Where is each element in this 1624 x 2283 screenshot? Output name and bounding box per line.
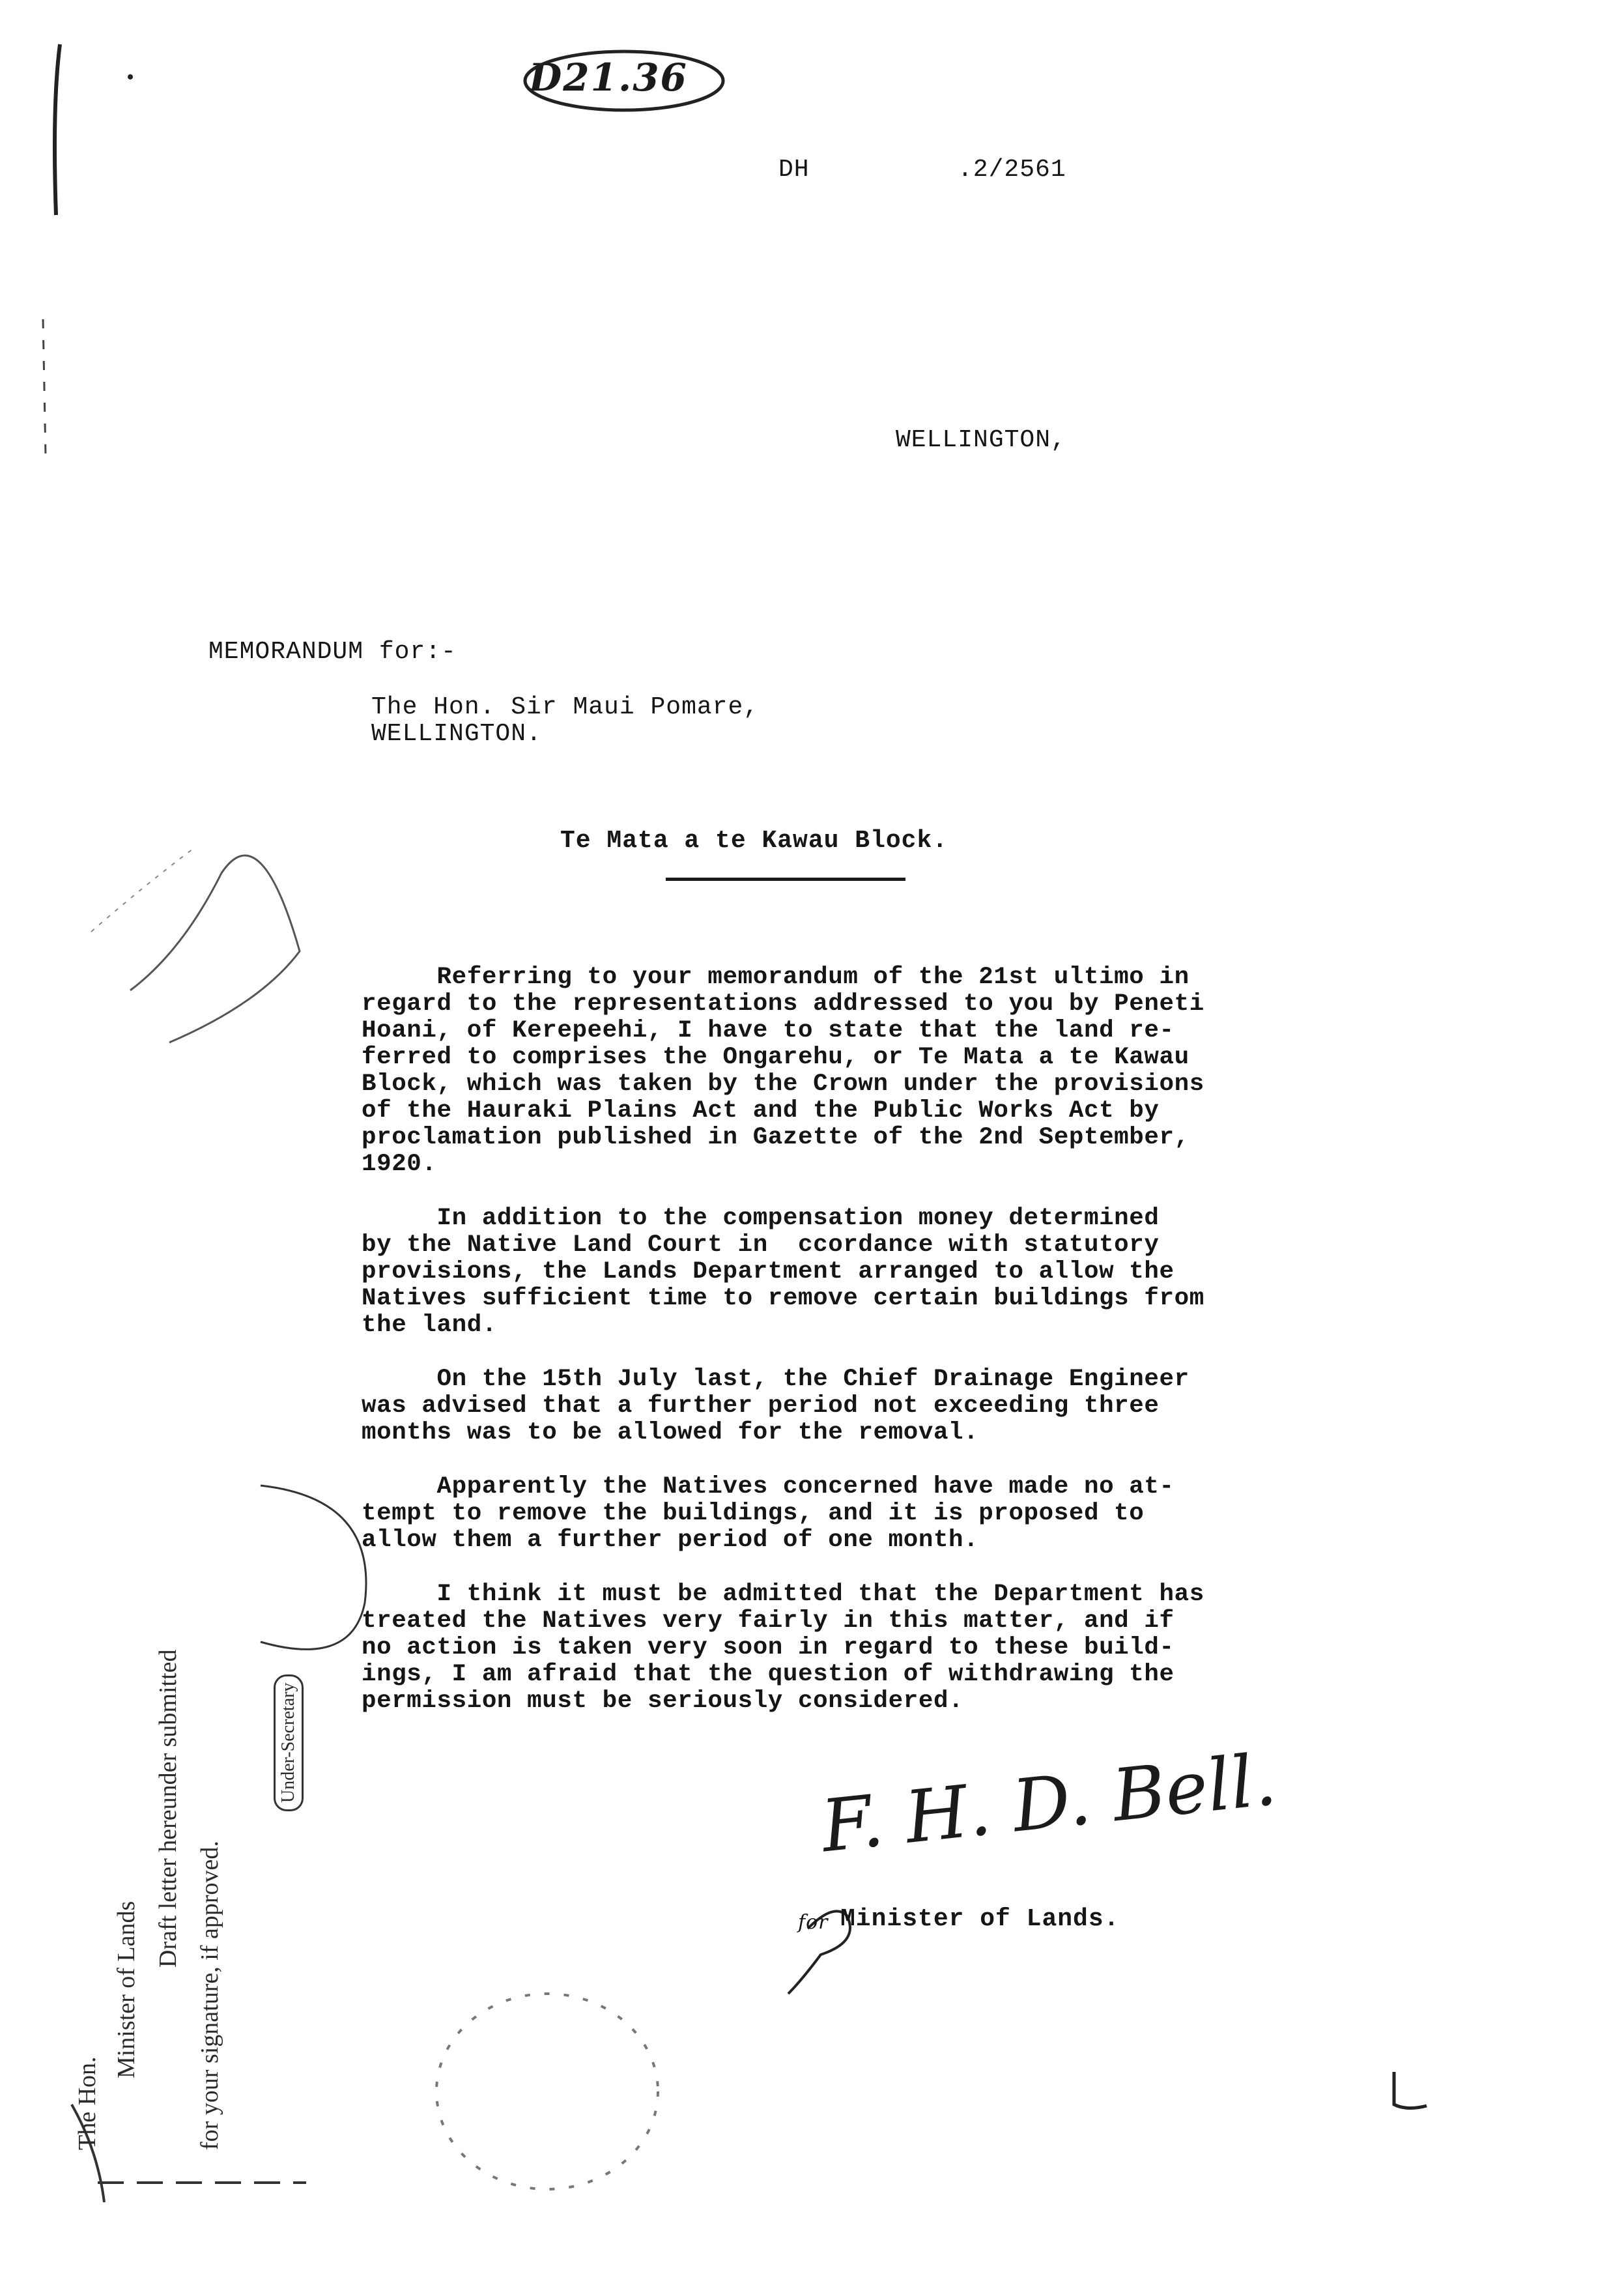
paragraph-line: was advised that a further period not exceeding three [362, 1392, 1160, 1420]
paragraph-line: ings, I am afraid that the question of withdrawing the [362, 1661, 1175, 1688]
paragraph-4 [362, 1474, 1339, 1554]
handwritten-file-ref: D21.36 [529, 55, 688, 100]
paragraph-5 [362, 1581, 1339, 1715]
binding-mark-left [43, 319, 46, 456]
handwritten-signature: F. H. D. Bell. [818, 1737, 1280, 1869]
paragraph-1 [362, 964, 1339, 1178]
paragraph-line: Referring to your memorandum of the 21st ultimo in [362, 964, 1190, 991]
paragraph-line: I think it must be admitted that the Department has [362, 1581, 1204, 1608]
pencil-faint-mark [91, 847, 195, 932]
signatory-title-prefix: for [798, 1911, 829, 1934]
paragraph-line: In addition to the compensation money determined [362, 1205, 1160, 1232]
memo-body [362, 964, 1339, 1742]
file-ref-prefix: DH [778, 156, 810, 184]
paragraph-line: Hoani, of Kerepeehi, I have to state that the land re- [362, 1017, 1175, 1044]
margin-arc-mark [261, 1486, 366, 1649]
paragraph-line: provisions, the Lands Department arranged to allow the [362, 1258, 1175, 1285]
paragraph-line: tempt to remove the buildings, and it is proposed to [362, 1500, 1145, 1527]
paragraph-line: permission must be seriously considered. [362, 1687, 964, 1715]
margin-note-line-3: Draft letter hereunder submitted [154, 1649, 182, 1968]
faint-stamp-oval [436, 1994, 658, 2189]
dot-mark [128, 74, 133, 79]
paragraph-line: the land. [362, 1312, 497, 1339]
paragraph-line: months was to be allowed for the removal. [362, 1419, 979, 1446]
subject-title: Te Mata a te Kawau Block. [560, 827, 948, 855]
place-of-issue: WELLINGTON, [896, 426, 1066, 454]
paragraph-line: ferred to comprises the Ongarehu, or Te Mata a te Kawau [362, 1044, 1190, 1071]
margin-note-line-4: for your signature, if approved. [196, 1841, 223, 2150]
paragraph-line: Block, which was taken by the Crown under the provisions [362, 1070, 1204, 1098]
paragraph-line: treated the Natives very fairly in this matter, and if [362, 1607, 1175, 1635]
subject-underline [666, 878, 905, 881]
under-secretary-stamp: Under-Secretary [274, 1674, 304, 1811]
signatory-title: Minister of Lands. [840, 1905, 1120, 1933]
paragraph-line: no action is taken very soon in regard to these build- [362, 1634, 1175, 1661]
margin-note-line-1: The Hon. [74, 2056, 101, 2150]
paragraph-line: regard to the representations addressed to you by Peneti [362, 990, 1204, 1018]
memo-label: MEMORANDUM for:- [208, 638, 457, 666]
file-ref-number: .2/2561 [958, 156, 1066, 184]
bottom-right-mark [1394, 2072, 1427, 2108]
paragraph-line: allow them a further period of one month. [362, 1527, 979, 1554]
margin-note-line-2: Minister of Lands [113, 1901, 140, 2078]
paragraph-line: by the Native Land Court in ccordance with statutory [362, 1231, 1160, 1259]
paragraph-line: Apparently the Natives concerned have made no at- [362, 1473, 1175, 1500]
paragraph-line: Natives sufficient time to remove certain buildings from [362, 1285, 1204, 1312]
binding-mark-top [55, 44, 60, 215]
paragraph-2 [362, 1205, 1339, 1339]
addressee-line-2: WELLINGTON. [371, 720, 542, 748]
pencil-squiggle [130, 855, 300, 1042]
paragraph-line: of the Hauraki Plains Act and the Public Works Act by [362, 1097, 1160, 1125]
paragraph-line: proclamation published in Gazette of the 2nd September, [362, 1124, 1190, 1151]
addressee-line-1: The Hon. Sir Maui Pomare, [371, 693, 760, 721]
paragraph-3 [362, 1366, 1339, 1446]
paragraph-line: On the 15th July last, the Chief Drainage Engineer [362, 1366, 1190, 1393]
paragraph-line: 1920. [362, 1151, 437, 1178]
